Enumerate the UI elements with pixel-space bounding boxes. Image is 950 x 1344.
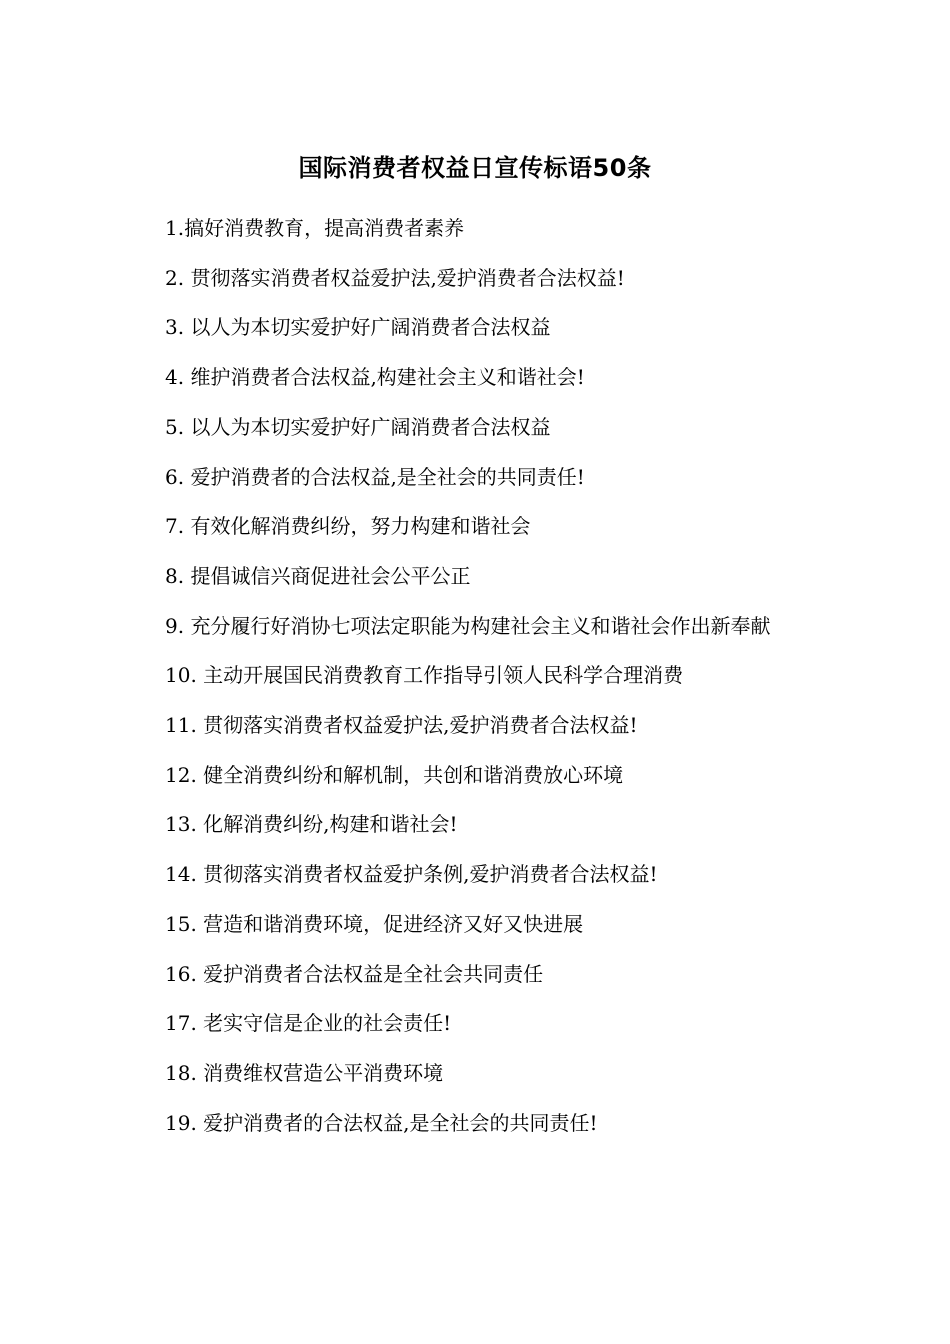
list-item: 17. 老实守信是企业的社会责任! — [165, 1011, 452, 1036]
list-item: 12. 健全消费纠纷和解机制，共创和谐消费放心环境 — [165, 762, 624, 787]
list-item: 11. 贯彻落实消费者权益爱护法,爱护消费者合法权益! — [165, 713, 638, 738]
list-item: 10. 主动开展国民消费教育工作指导引领人民科学合理消费 — [165, 663, 684, 688]
list-item: 6. 爱护消费者的合法权益,是全社会的共同责任! — [165, 464, 585, 489]
list-item: 16. 爱护消费者合法权益是全社会共同责任 — [165, 961, 544, 986]
list-item: 7. 有效化解消费纠纷，努力构建和谐社会 — [165, 514, 531, 539]
list-item: 8. 提倡诚信兴商促进社会公平公正 — [165, 563, 471, 588]
list-item: 4. 维护消费者合法权益,构建社会主义和谐社会! — [165, 365, 585, 390]
list-item: 9. 充分履行好消协七项法定职能为构建社会主义和谐社会作出新奉献 — [165, 613, 771, 638]
list-item: 18. 消费维权营造公平消费环境 — [165, 1060, 444, 1085]
list-item: 3. 以人为本切实爱护好广阔消费者合法权益 — [165, 315, 551, 340]
list-item: 5. 以人为本切实爱护好广阔消费者合法权益 — [165, 414, 551, 439]
list-item: 14. 贯彻落实消费者权益爱护条例,爱护消费者合法权益! — [165, 862, 658, 887]
list-item: 13. 化解消费纠纷,构建和谐社会! — [165, 812, 458, 837]
list-item: 19. 爱护消费者的合法权益,是全社会的共同责任! — [165, 1110, 598, 1135]
slogan-list — [145, 204, 810, 1148]
list-item: 15. 营造和谐消费环境，促进经济又好又快进展 — [165, 911, 584, 936]
list-item: 2. 贯彻落实消费者权益爱护法,爱护消费者合法权益! — [165, 265, 625, 290]
document-title: 国际消费者权益日宣传标语50条 — [298, 154, 652, 182]
list-item: 1.搞好消费教育，提高消费者素养 — [165, 216, 465, 240]
